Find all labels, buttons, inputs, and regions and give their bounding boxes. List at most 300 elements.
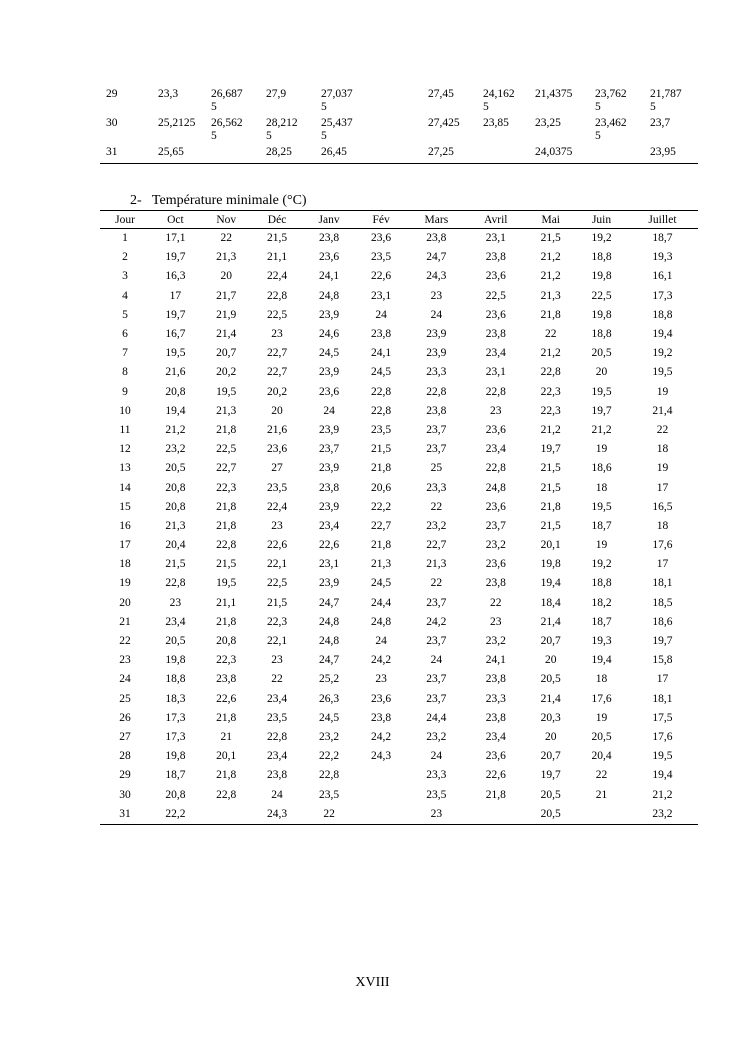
temperature-cell: 19,8 <box>165 750 186 763</box>
temperature-cell: 20,7 <box>216 347 237 360</box>
day-cell: 20 <box>119 596 131 609</box>
temperature-cell: 21,4 <box>540 615 561 628</box>
temperature-cell: 23,8 <box>371 711 392 724</box>
temperature-cell: 22 <box>430 577 443 590</box>
table-cell <box>475 117 527 146</box>
table-row <box>100 117 698 146</box>
temperature-cell: 24,1 <box>319 270 340 283</box>
temperature-cell: 23,8 <box>485 328 506 341</box>
temperature-cell: 19,8 <box>540 558 561 571</box>
day-cell: 30 <box>119 788 131 801</box>
temperature-cell: 22,5 <box>485 289 506 302</box>
temperature-cell: 23,8 <box>485 251 506 264</box>
temperature-cell: 20,5 <box>591 730 612 743</box>
table-row <box>100 459 698 478</box>
temperature-cell: 23,5 <box>371 251 392 264</box>
temperature-cell: 21,3 <box>165 519 186 532</box>
temperature-cell: 21,3 <box>540 289 561 302</box>
temperature-cell: 18,8 <box>591 328 612 341</box>
table-row <box>100 709 698 728</box>
temperature-cell: 22,8 <box>266 730 288 743</box>
temperature-cell: 20 <box>271 404 283 417</box>
cell-text: 5 <box>595 101 601 113</box>
temperature-cell: 18,7 <box>165 769 186 782</box>
temperature-cell: 22,1 <box>266 558 288 571</box>
temperature-cell: 24,3 <box>252 805 303 825</box>
temperature-cell: 23,7 <box>426 635 447 648</box>
table-row <box>100 440 698 459</box>
temperature-cell: 22,6 <box>371 270 392 283</box>
temperature-cell: 20,8 <box>165 481 186 494</box>
temperature-cell: 20,5 <box>165 462 186 475</box>
temperature-cell: 23,8 <box>485 577 506 590</box>
temperature-cell: 21,2 <box>591 423 612 436</box>
temperature-cell: 23 <box>271 519 283 532</box>
cell-text: 5 <box>483 101 489 113</box>
day-cell: 4 <box>122 289 128 302</box>
temperature-cell: 23 <box>490 404 502 417</box>
cell-text: 27,45 <box>428 88 454 100</box>
section-heading <box>130 193 307 209</box>
temperature-cell: 17 <box>656 481 669 494</box>
temperature-cell: 24 <box>430 308 443 321</box>
cell-text: 21,4375 <box>535 88 573 100</box>
temperature-cell: 20,5 <box>525 805 576 825</box>
day-cell: 9 <box>122 385 128 398</box>
day-cell: 2 <box>122 251 128 264</box>
temperature-cell: 20 <box>220 270 232 283</box>
column-header: Oct <box>150 211 201 229</box>
temperature-cell: 24 <box>323 404 335 417</box>
table-row <box>100 651 698 670</box>
day-cell: 7 <box>122 347 128 360</box>
table-cell <box>258 146 313 159</box>
day-cell: 3 <box>122 270 128 283</box>
table-cell <box>527 146 587 159</box>
temperature-cell: 19,4 <box>652 769 673 782</box>
temperature-cell: 18,3 <box>165 692 186 705</box>
temperature-cell: 21,3 <box>216 404 237 417</box>
table-row <box>100 146 698 159</box>
temperature-cell: 21,1 <box>266 251 288 264</box>
temperature-cell: 22,8 <box>371 385 392 398</box>
table-row <box>100 613 698 632</box>
day-cell: 21 <box>119 615 131 628</box>
temperature-cell: 19,7 <box>540 443 561 456</box>
temperature-cell: 19,3 <box>652 251 673 264</box>
table-header-row <box>100 211 698 229</box>
table-cell <box>420 88 475 117</box>
temperature-cell: 21,6 <box>165 366 186 379</box>
temperature-cell: 22,6 <box>266 539 288 552</box>
table-row <box>100 306 698 325</box>
temperature-cell: 17 <box>656 673 669 686</box>
temperature-cell: 19,2 <box>652 347 673 360</box>
temperature-cell: 19,5 <box>591 500 612 513</box>
temperature-cell: 20,8 <box>216 635 237 648</box>
temperature-cell: 21,3 <box>216 251 237 264</box>
temperature-cell: 22,1 <box>266 635 288 648</box>
continuation-table <box>100 88 698 159</box>
minimum-temperature-table <box>100 210 698 825</box>
temperature-cell: 24,8 <box>319 615 340 628</box>
table-row <box>100 632 698 651</box>
temperature-cell: 24,5 <box>371 366 392 379</box>
temperature-cell: 22,3 <box>216 654 237 667</box>
temperature-cell: 22,8 <box>485 385 506 398</box>
cell-text: 27,9 <box>266 88 287 100</box>
temperature-cell: 16,1 <box>652 270 673 283</box>
day-cell: 19 <box>119 577 131 590</box>
temperature-cell: 20,5 <box>591 347 612 360</box>
table-row <box>100 574 698 593</box>
temperature-cell: 22,2 <box>371 500 392 513</box>
temperature-cell: 24,4 <box>371 596 392 609</box>
temperature-cell: 24,5 <box>371 577 392 590</box>
table-cell <box>203 88 258 117</box>
temperature-cell: 21,8 <box>371 539 392 552</box>
temperature-cell: 18,8 <box>165 673 186 686</box>
temperature-cell: 23,6 <box>485 308 506 321</box>
temperature-cell: 19,5 <box>216 577 237 590</box>
table-cell <box>203 117 258 146</box>
temperature-cell: 22,5 <box>591 289 612 302</box>
temperature-cell: 23,7 <box>426 596 447 609</box>
temperature-cell: 23 <box>375 673 387 686</box>
temperature-cell: 23,6 <box>319 385 340 398</box>
day-cell: 23 <box>119 654 131 667</box>
temperature-cell: 21,8 <box>485 788 506 801</box>
temperature-cell: 19,7 <box>165 251 186 264</box>
temperature-cell: 20,8 <box>165 788 186 801</box>
temperature-cell: 18,2 <box>591 596 612 609</box>
table-row <box>100 517 698 536</box>
table-row <box>100 728 698 747</box>
temperature-cell: 20,1 <box>216 750 237 763</box>
temperature-cell: 22 <box>544 328 557 341</box>
table-cell <box>258 117 313 146</box>
temperature-cell: 24,8 <box>371 615 392 628</box>
temperature-cell: 23 <box>169 596 182 609</box>
temperature-cell <box>356 766 407 785</box>
cell-text: 27,037 <box>321 88 353 100</box>
temperature-cell: 23 <box>271 654 283 667</box>
table-cell <box>100 117 150 146</box>
temperature-cell: 22 <box>271 673 283 686</box>
temperature-cell: 23,7 <box>485 519 506 532</box>
temperature-cell: 21,9 <box>216 308 237 321</box>
temperature-cell: 23,5 <box>266 481 288 494</box>
temperature-cell: 23 <box>407 805 467 825</box>
temperature-cell: 18,1 <box>652 577 673 590</box>
cell-text: 29 <box>106 88 118 100</box>
table-row <box>100 478 698 497</box>
table-cell <box>475 88 527 117</box>
temperature-cell: 19,2 <box>591 232 612 245</box>
day-cell: 1 <box>122 232 128 245</box>
day-cell: 6 <box>122 328 128 341</box>
table-cell <box>420 117 475 146</box>
temperature-cell: 22,8 <box>371 404 392 417</box>
temperature-cell: 21,8 <box>371 462 392 475</box>
temperature-cell: 22,8 <box>485 462 506 475</box>
table-cell <box>368 146 420 159</box>
temperature-cell: 23,2 <box>319 730 340 743</box>
temperature-cell: 19,4 <box>591 654 612 667</box>
temperature-cell: 22,4 <box>266 500 288 513</box>
table-row <box>100 690 698 709</box>
temperature-cell: 17 <box>656 558 669 571</box>
table-cell <box>150 88 203 117</box>
temperature-cell: 24,2 <box>426 615 447 628</box>
temperature-cell: 24,2 <box>371 730 392 743</box>
temperature-cell: 17,3 <box>165 730 186 743</box>
table-cell <box>313 117 368 146</box>
temperature-cell: 22,5 <box>266 577 288 590</box>
page-number: XVIII <box>355 975 390 990</box>
temperature-cell: 20,5 <box>540 673 561 686</box>
temperature-cell: 23,9 <box>319 462 340 475</box>
temperature-cell: 20,5 <box>540 788 561 801</box>
temperature-cell: 23,3 <box>426 769 447 782</box>
day-cell: 31 <box>100 805 150 825</box>
cell-text: 5 <box>321 130 327 142</box>
column-header: Fév <box>356 211 407 229</box>
temperature-cell: 23,2 <box>485 635 506 648</box>
temperature-cell: 19 <box>595 443 608 456</box>
cell-text: 25,437 <box>321 117 353 129</box>
cell-text: 26,562 <box>211 117 243 129</box>
cell-text: 23,25 <box>535 117 561 129</box>
table-cell <box>368 117 420 146</box>
temperature-cell: 19,5 <box>652 750 673 763</box>
temperature-cell: 23,8 <box>371 328 392 341</box>
temperature-cell: 21,8 <box>216 711 237 724</box>
temperature-cell: 23,6 <box>319 251 340 264</box>
temperature-cell: 24 <box>271 788 283 801</box>
temperature-cell: 21,2 <box>540 251 561 264</box>
temperature-cell: 23,6 <box>266 443 288 456</box>
cell-text: 23,762 <box>595 88 627 100</box>
temperature-cell <box>466 805 525 825</box>
table-cell <box>258 88 313 117</box>
temperature-cell: 23,4 <box>485 443 506 456</box>
temperature-cell: 24,6 <box>319 328 340 341</box>
temperature-cell: 19,5 <box>591 385 612 398</box>
temperature-cell: 23,9 <box>319 366 340 379</box>
temperature-cell: 22 <box>430 500 443 513</box>
table-row <box>100 287 698 306</box>
day-cell: 12 <box>119 443 131 456</box>
temperature-cell: 24,1 <box>371 347 392 360</box>
temperature-cell: 20 <box>544 654 557 667</box>
temperature-cell: 19,8 <box>165 654 186 667</box>
day-cell: 28 <box>119 750 131 763</box>
temperature-cell: 23 <box>490 615 502 628</box>
temperature-cell: 23,7 <box>426 423 447 436</box>
column-header: Mai <box>525 211 576 229</box>
temperature-cell: 24,2 <box>371 654 392 667</box>
temperature-cell: 21,4 <box>540 692 561 705</box>
table-row <box>100 747 698 766</box>
table-row <box>100 325 698 344</box>
temperature-cell: 22,3 <box>266 615 288 628</box>
temperature-cell: 22,7 <box>216 462 237 475</box>
temperature-cell: 22,7 <box>266 366 288 379</box>
table-cell <box>587 117 642 146</box>
temperature-cell: 18,4 <box>540 596 561 609</box>
temperature-cell: 23,4 <box>319 519 340 532</box>
temperature-cell: 24,7 <box>319 654 340 667</box>
temperature-cell <box>201 805 252 825</box>
temperature-cell: 23,7 <box>426 673 447 686</box>
day-cell: 17 <box>119 539 131 552</box>
temperature-cell: 20,4 <box>591 750 612 763</box>
table-cell <box>527 88 587 117</box>
temperature-cell: 22,5 <box>216 443 237 456</box>
temperature-cell: 23,6 <box>485 423 506 436</box>
temperature-cell: 20,1 <box>540 539 561 552</box>
temperature-cell: 20,6 <box>371 481 392 494</box>
temperature-cell: 21,5 <box>540 232 561 245</box>
temperature-cell: 21,2 <box>165 423 186 436</box>
temperature-cell: 22,4 <box>266 270 288 283</box>
column-header: Nov <box>201 211 252 229</box>
temperature-cell: 21,2 <box>540 270 561 283</box>
temperature-cell: 27 <box>271 462 283 475</box>
temperature-cell: 23,1 <box>485 232 506 245</box>
temperature-cell: 21,2 <box>540 347 561 360</box>
temperature-cell: 21,8 <box>216 500 237 513</box>
temperature-cell: 19,7 <box>652 635 673 648</box>
temperature-cell: 24,5 <box>319 711 340 724</box>
day-cell: 22 <box>119 635 131 648</box>
cell-text: 23,95 <box>650 146 676 158</box>
temperature-cell: 17,3 <box>652 289 673 302</box>
table-row <box>100 785 698 804</box>
table-cell <box>313 146 368 159</box>
temperature-cell: 23,8 <box>319 481 340 494</box>
table-row <box>100 344 698 363</box>
temperature-cell: 21,8 <box>216 423 237 436</box>
temperature-cell: 23,5 <box>426 788 447 801</box>
temperature-cell: 18 <box>656 519 669 532</box>
cell-text: 26,45 <box>321 146 347 158</box>
temperature-cell: 23,6 <box>485 500 506 513</box>
section-number: 2- <box>130 193 142 208</box>
temperature-cell: 18 <box>595 481 608 494</box>
temperature-cell: 19,4 <box>165 404 186 417</box>
temperature-cell: 19 <box>595 711 608 724</box>
day-cell: 13 <box>119 462 131 475</box>
temperature-cell: 19,4 <box>652 328 673 341</box>
temperature-cell: 19,8 <box>591 308 612 321</box>
temperature-cell: 24,3 <box>371 750 392 763</box>
temperature-cell: 17,3 <box>165 711 186 724</box>
temperature-cell: 21,5 <box>266 232 288 245</box>
table-cell <box>150 117 203 146</box>
temperature-cell: 22,8 <box>319 769 340 782</box>
temperature-cell: 22,8 <box>216 539 237 552</box>
cell-text: 23,7 <box>650 117 671 129</box>
column-header: Juin <box>576 211 627 229</box>
temperature-cell: 22 <box>302 805 355 825</box>
temperature-cell: 23,6 <box>485 558 506 571</box>
temperature-cell: 23,8 <box>319 232 340 245</box>
table-row <box>100 363 698 382</box>
temperature-cell: 23,3 <box>426 481 447 494</box>
temperature-cell: 23,5 <box>371 423 392 436</box>
day-cell: 14 <box>119 481 131 494</box>
day-cell: 16 <box>119 519 131 532</box>
temperature-cell: 22 <box>595 769 608 782</box>
temperature-cell: 17,6 <box>591 692 612 705</box>
temperature-cell: 21,6 <box>266 423 288 436</box>
temperature-cell: 22,6 <box>319 539 340 552</box>
temperature-cell: 20 <box>544 730 557 743</box>
day-cell: 27 <box>119 730 131 743</box>
table-cell <box>100 88 150 117</box>
cell-text: 30 <box>106 117 118 129</box>
cell-text: 25,2125 <box>158 117 196 129</box>
day-cell: 5 <box>122 308 128 321</box>
temperature-cell: 19 <box>595 539 608 552</box>
temperature-cell: 23,7 <box>426 443 447 456</box>
temperature-cell: 18,8 <box>591 577 612 590</box>
temperature-cell: 17,6 <box>652 539 673 552</box>
temperature-cell: 21,5 <box>371 443 392 456</box>
temperature-cell: 22,6 <box>216 692 237 705</box>
temperature-cell: 23,4 <box>485 730 506 743</box>
table-cell <box>587 88 642 117</box>
table-cell <box>642 117 698 146</box>
table-row <box>100 805 698 825</box>
temperature-cell: 23,3 <box>485 692 506 705</box>
day-cell: 10 <box>119 404 131 417</box>
temperature-cell: 19,5 <box>652 366 673 379</box>
temperature-cell: 23,7 <box>426 692 447 705</box>
cell-text: 28,25 <box>266 146 292 158</box>
temperature-cell: 22,3 <box>540 404 561 417</box>
temperature-cell: 25,2 <box>319 673 340 686</box>
temperature-cell: 22,7 <box>371 519 392 532</box>
temperature-cell: 24,7 <box>426 251 447 264</box>
temperature-cell: 18 <box>656 443 669 456</box>
table-cell <box>642 146 698 159</box>
day-cell: 18 <box>119 558 131 571</box>
day-cell: 15 <box>119 500 131 513</box>
temperature-cell: 19,7 <box>165 308 186 321</box>
temperature-cell: 23,8 <box>485 711 506 724</box>
temperature-cell: 22,8 <box>266 289 288 302</box>
temperature-cell: 24 <box>430 750 443 763</box>
temperature-cell: 24,5 <box>319 347 340 360</box>
temperature-cell: 19,8 <box>591 270 612 283</box>
temperature-cell: 19,5 <box>165 347 186 360</box>
temperature-cell: 18,1 <box>652 692 673 705</box>
cell-text: 27,425 <box>428 117 460 129</box>
table-row <box>100 88 698 117</box>
temperature-cell: 16,3 <box>165 270 186 283</box>
temperature-cell: 24,8 <box>485 481 506 494</box>
table-row <box>100 670 698 689</box>
table-row <box>100 383 698 402</box>
temperature-cell: 21,7 <box>216 289 237 302</box>
temperature-cell: 21 <box>595 788 608 801</box>
temperature-cell: 20,4 <box>165 539 186 552</box>
temperature-cell: 25 <box>430 462 443 475</box>
temperature-cell: 22,2 <box>319 750 340 763</box>
